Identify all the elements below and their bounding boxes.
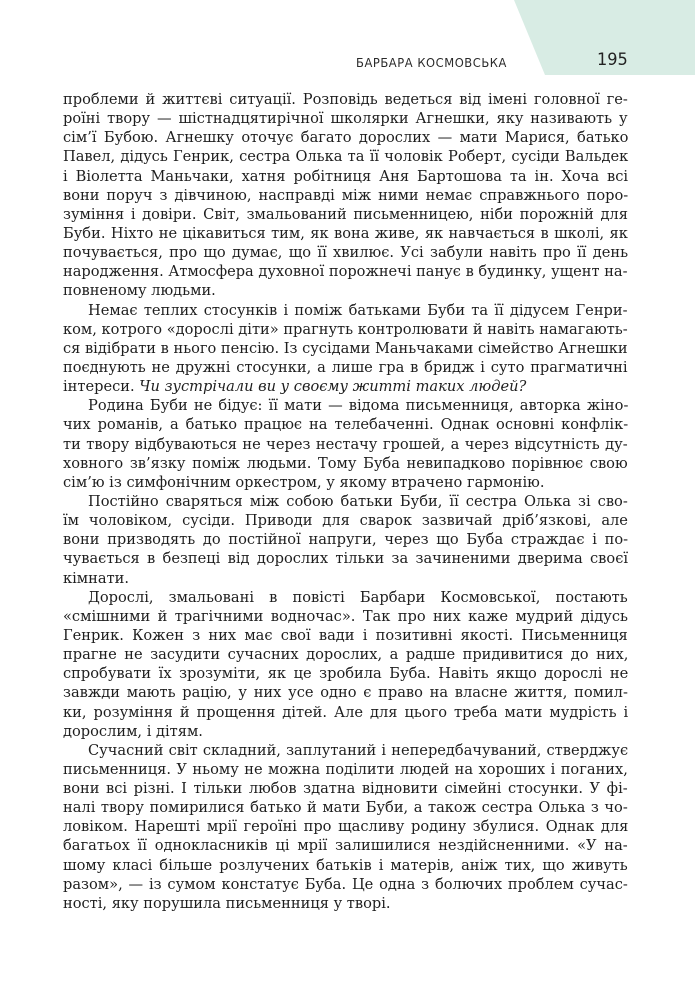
text-line: ся відібрати в нього пенсію. Із сусідами Маньчаками сімейство Агнешки xyxy=(63,339,628,357)
text-line: завжди мають рацію, у них усе одно є право на власне життя, помил- xyxy=(63,684,628,702)
text-line: ловіком. Нарешті мрії героїні про щасливу родину збулися. Однак для xyxy=(63,818,629,836)
text-line: сім’ї Бубою. Агнешку оточує багато дорослих — мати Марися, батько xyxy=(63,129,629,147)
text-line: роїні твору — шістнадцятирічної школярки Агнешки, яку називають у xyxy=(63,110,628,128)
text-line: Немає теплих стосунків і поміж батьками Буби та її дідусем Генри- xyxy=(88,301,628,319)
text-line: проблеми й життєві ситуації. Розповідь ведеться від імені головної ге- xyxy=(63,91,628,108)
text-line: «смішними й трагічними водночас». Так про них каже мудрий дідусь xyxy=(63,607,628,625)
discussion-question: Чи зустрічали ви у своєму житті таких людей? xyxy=(139,378,527,396)
text-line: ки, розуміння й прощення дітей. Але для цього треба мати мудрість і xyxy=(63,703,629,721)
text-line: зуміння і довіри. Світ, змальований письменницею, ніби порожній для xyxy=(63,205,628,223)
text-line: Сучасний світ складний, заплутаний і непередбачуваний, стверджує xyxy=(88,741,629,759)
paragraph xyxy=(63,90,628,301)
text-line: Родина Буби не бідує: її мати — відома письменниця, авторка жіно- xyxy=(88,397,629,415)
body-text xyxy=(63,90,628,913)
text-run: інтереси. xyxy=(63,378,140,396)
paragraph xyxy=(63,301,628,397)
text-line: сім’ю із симфонічним оркестром, у якому втрачено гармонію. xyxy=(63,473,545,491)
text-line: Буби. Ніхто не цікавиться тим, як вона живе, як навчається в школі, як xyxy=(63,224,628,242)
text-line: поєднують не дружні стосунки, а лише гра в бридж і суто прагматичні xyxy=(63,358,628,376)
text-line: чувається в безпеці від дорослих тільки за зачиненими дверима своєї xyxy=(63,550,629,568)
text-line: налі твору помирилися батько й мати Буби, а також сестра Олька з чо- xyxy=(63,799,628,817)
text-line: Павел, дідусь Генрик, сестра Олька та її чоловік Роберт, сусіди Вальдек xyxy=(63,148,629,166)
text-line: чих романів, а батько працює на телебаченні. Однак основні конфлік- xyxy=(63,416,629,434)
text-line: кімнати. xyxy=(63,569,130,587)
text-line: спробувати їх зрозуміти, як це зробила Буба. Навіть якщо дорослі не xyxy=(63,665,629,683)
text-line: разом», — із сумом констатує Буба. Це одна з болючих проблем сучас- xyxy=(63,875,628,893)
text-line: прагне не засудити сучасних дорослих, а радше придивитися до них, xyxy=(63,646,629,664)
text-line: Генрик. Кожен з них має свої вади і позитивні якості. Письменниця xyxy=(63,626,628,644)
text-line: багатьох її однокласників ці мрії залишилися нездійсненними. «У на- xyxy=(63,837,628,855)
text-line xyxy=(63,377,628,396)
text-line: дорослим, і дітям. xyxy=(63,722,203,740)
page-number: 195 xyxy=(597,50,628,70)
text-line: вони поруч з дівчиною, насправді між ними немає справжнього поро- xyxy=(63,186,629,204)
running-head: БАРБАРА КОСМОВСЬКА xyxy=(356,55,507,70)
text-line: їм чоловіком, сусіди. Приводи для сварок зазвичай дріб’язкові, але xyxy=(63,512,628,530)
text-line: ти твору відбуваються не через нестачу грошей, а через відсутність ду- xyxy=(63,435,628,453)
text-line: ком, котрого «дорослі діти» прагнуть контролювати й навіть намагають- xyxy=(63,320,628,338)
paragraph xyxy=(63,492,628,588)
text-line: почувається, про що думає, що її хвилює. Усі забули навіть про її день xyxy=(63,244,629,262)
text-line: і Віолетта Маньчаки, хатня робітниця Аня Бартошова та ін. Хоча всі xyxy=(63,167,629,185)
text-line: шому класі більше розлучених батьків і матерів, аніж тих, що живуть xyxy=(63,856,628,874)
paragraph xyxy=(63,396,628,492)
text-line: ховного зв’язку поміж людьми. Тому Буба невипадково порівнює свою xyxy=(63,454,628,472)
text-line: вони призводять до постійної напруги, через що Буба страждає і по- xyxy=(63,531,629,549)
text-line: ності, яку порушила письменниця у творі. xyxy=(63,894,391,912)
text-line: вони всі різні. І тільки любов здатна відновити сімейні стосунки. У фі- xyxy=(63,780,628,798)
text-line: Постійно сваряться між собою батьки Буби, її сестра Олька зі сво- xyxy=(88,492,628,510)
text-line: письменниця. У ньому не можна поділити людей на хороших і поганих, xyxy=(63,760,628,778)
paragraph xyxy=(63,588,628,741)
text-line: Дорослі, змальовані в повісті Барбари Космовської, постають xyxy=(88,588,628,606)
text-line: повненому людьми. xyxy=(63,282,216,300)
paragraph xyxy=(63,741,628,913)
text-line: народження. Атмосфера духовної порожнечі панує в будинку, ущент на- xyxy=(63,263,628,281)
